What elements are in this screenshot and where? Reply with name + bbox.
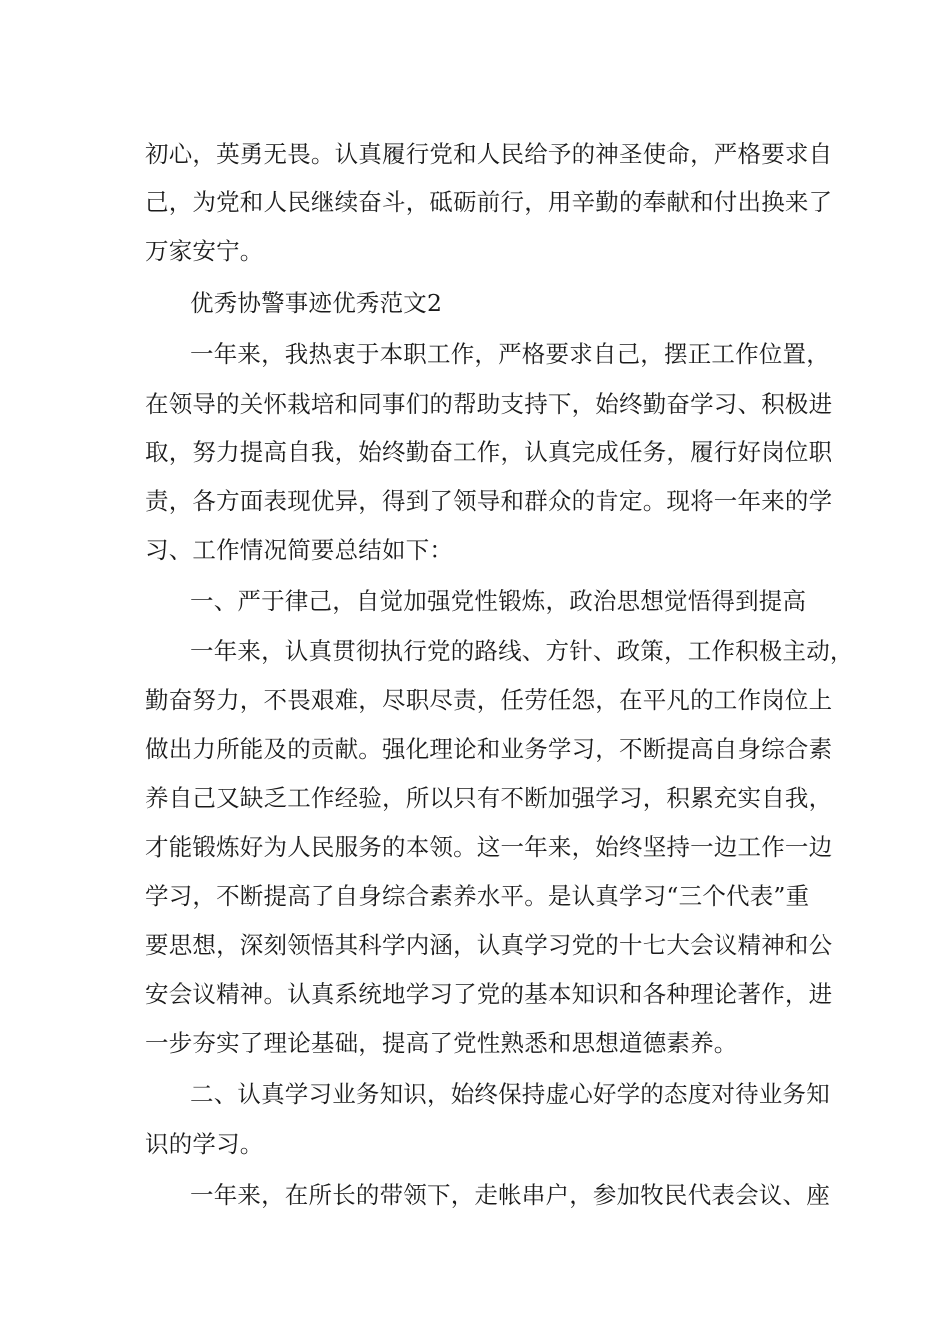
section-title: 优秀协警事迹优秀范文2	[190, 289, 443, 317]
paragraph-line: 安会议精神。认真系统地学习了党的基本知识和各种理论著作，进	[145, 980, 833, 1008]
paragraph-line: 在领导的关怀栽培和同事们的帮助支持下，始终勤奋学习、积极进	[145, 390, 833, 418]
paragraph-line: 才能锻炼好为人民服务的本领。这一年来，始终坚持一边工作一边	[145, 833, 833, 861]
section-heading: 二、认真学习业务知识，始终保持虚心好学的态度对待业务知	[190, 1080, 830, 1108]
paragraph-line: 一年来，在所长的带领下，走帐串户，参加牧民代表会议、座	[190, 1181, 830, 1209]
paragraph-line: 习、工作情况简要总结如下：	[145, 536, 454, 564]
paragraph-line: 做出力所能及的贡献。强化理论和业务学习，不断提高自身综合素	[145, 735, 833, 763]
paragraph-line: 己，为党和人民继续奋斗，砥砺前行，用辛勤的奉献和付出换来了	[145, 188, 833, 216]
section-heading: 一、严于律己，自觉加强党性锻炼，政治思想觉悟得到提高	[190, 587, 807, 615]
paragraph-line: 万家安宁。	[145, 237, 264, 265]
paragraph-line: 一年来，认真贯彻执行党的路线、方针、政策，工作积极主动，	[190, 637, 854, 665]
paragraph-line: 学习，不断提高了自身综合素养水平。是认真学习“三个代表”重	[145, 882, 810, 910]
paragraph-line: 识的学习。	[145, 1130, 264, 1158]
paragraph-line: 责，各方面表现优异，得到了领导和群众的肯定。现将一年来的学	[145, 487, 833, 515]
paragraph-line: 要思想，深刻领悟其科学内涵，认真学习党的十七大会议精神和公	[145, 931, 833, 959]
paragraph-line: 初心，英勇无畏。认真履行党和人民给予的神圣使命，严格要求自	[145, 140, 833, 168]
paragraph-line: 取，努力提高自我，始终勤奋工作，认真完成任务，履行好岗位职	[145, 438, 833, 466]
paragraph-line: 勤奋努力，不畏艰难，尽职尽责，任劳任怨，在平凡的工作岗位上	[145, 686, 833, 714]
paragraph-line: 一步夯实了理论基础，提高了党性熟悉和思想道德素养。	[145, 1029, 738, 1057]
paragraph-line: 一年来，我热衷于本职工作，严格要求自己，摆正工作位置，	[190, 340, 830, 368]
paragraph-line: 养自己又缺乏工作经验，所以只有不断加强学习，积累充实自我，	[145, 784, 833, 812]
